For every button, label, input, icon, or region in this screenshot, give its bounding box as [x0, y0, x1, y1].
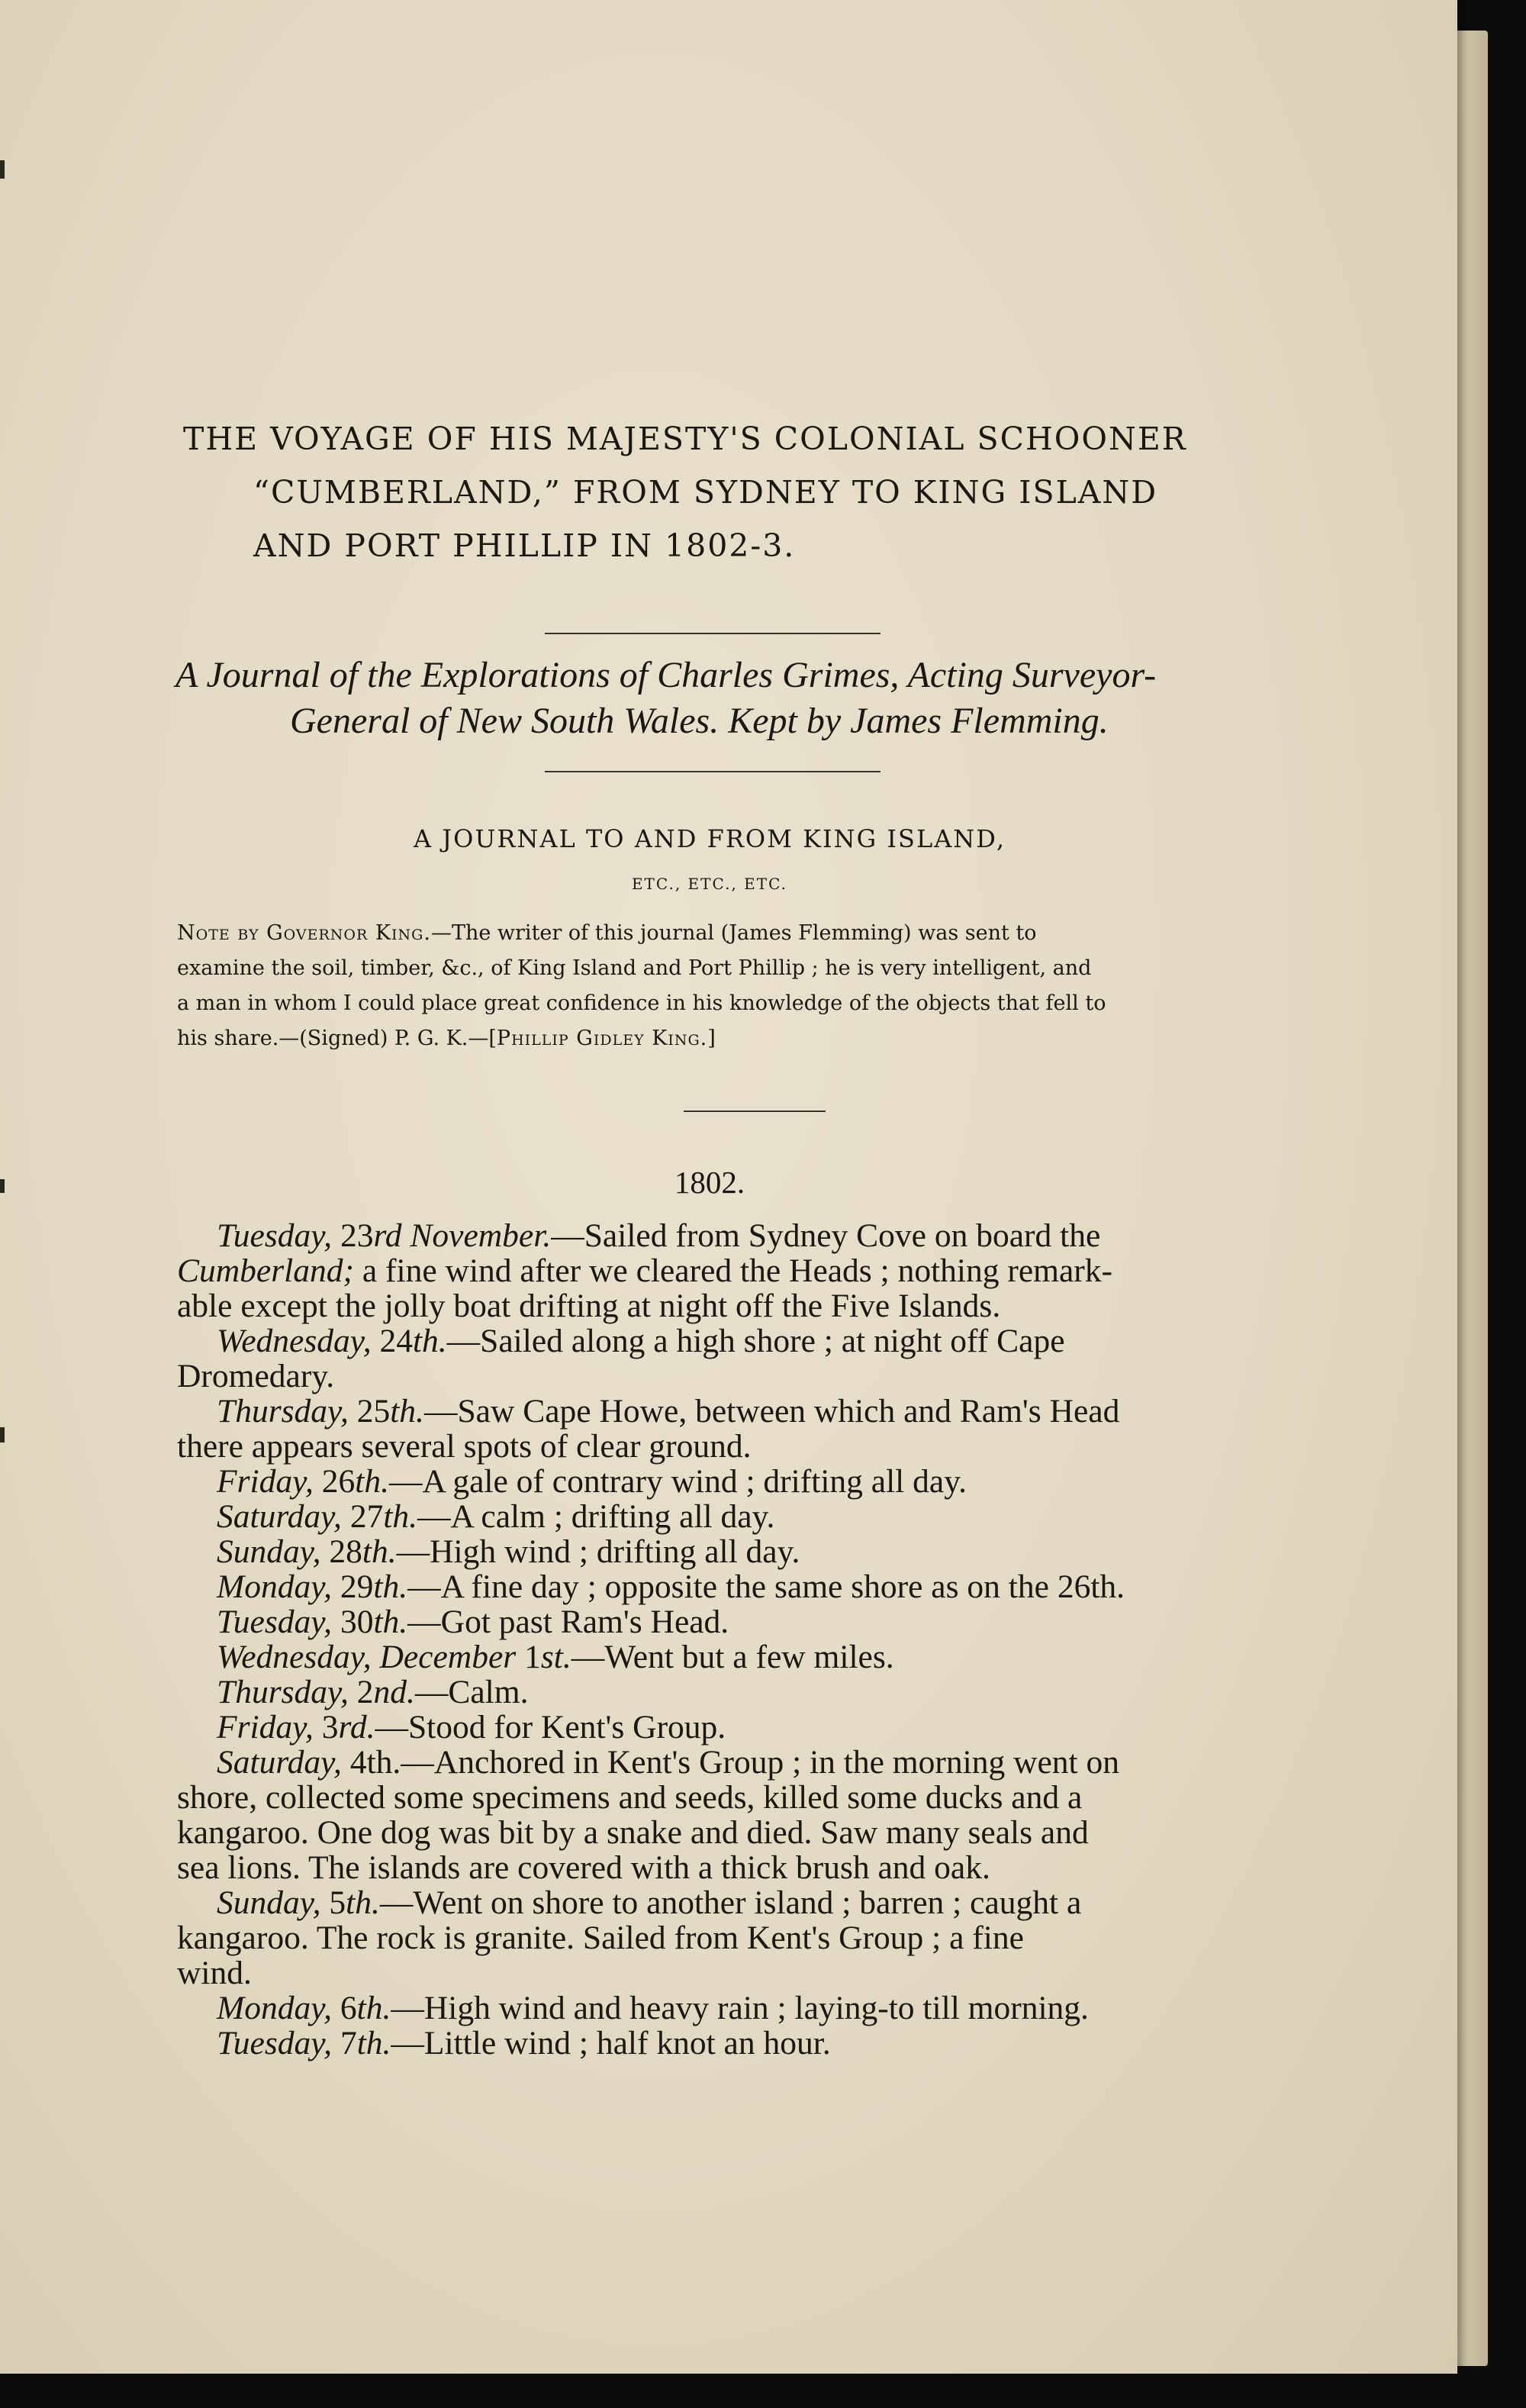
- journal-entry: [177, 1323, 1253, 1359]
- journal-entry: [177, 1710, 1253, 1745]
- title-line-2: “CUMBERLAND,” FROM SYDNEY TO KING ISLAND: [253, 474, 1158, 511]
- journal-entries: [177, 1218, 1253, 2061]
- entry-date-suffix: th.: [412, 1323, 447, 1359]
- journal-entry: [177, 1604, 1253, 1639]
- entry-day: Tuesday,: [217, 1217, 333, 1254]
- entry-day: Sunday,: [217, 1884, 321, 1921]
- entry-date-suffix: th.: [356, 2025, 391, 2061]
- note-text: ]: [707, 1027, 716, 1050]
- entry-date-suffix: th.: [373, 1604, 408, 1640]
- entry-date: 27: [349, 1498, 384, 1535]
- entry-date-suffix: th.: [346, 1884, 380, 1921]
- entry-date: 24: [379, 1323, 413, 1359]
- entry-date: 3: [321, 1709, 339, 1746]
- entry-day: Tuesday,: [217, 1604, 333, 1640]
- divider-rule: [545, 771, 881, 772]
- journal-entry: [177, 1464, 1253, 1499]
- journal-entry: [177, 1991, 1253, 2026]
- entry-text: there appears several spots of clear ground.: [177, 1428, 752, 1465]
- governor-note: [177, 916, 1245, 1056]
- entry-day: Monday,: [217, 1990, 333, 2026]
- entry-date-suffix: th.: [355, 1463, 389, 1500]
- entry-day: Saturday,: [217, 1744, 342, 1781]
- title-line-1: THE VOYAGE OF HIS MAJESTY'S COLONIAL SCHOONER: [183, 421, 1187, 457]
- entry-date: 26: [321, 1463, 356, 1500]
- journal-entry: [177, 1534, 1253, 1569]
- page-edge-mark: [0, 1179, 5, 1193]
- entry-text: —High wind ; drifting all day.: [396, 1533, 800, 1570]
- note-text: his share.—(Signed) P. G. K.—[: [177, 1027, 497, 1050]
- journal-entry-continued: [177, 1253, 1253, 1288]
- entry-text: —Anchored in Kent's Group ; in the morning went on: [401, 1744, 1120, 1781]
- entry-date: 29: [340, 1568, 374, 1605]
- entry-month: December: [379, 1639, 517, 1675]
- divider-rule: [684, 1111, 826, 1112]
- entry-month: November.: [410, 1217, 552, 1254]
- note-text: examine the soil, timber, &c., of King Island and Port Phillip ; he is very intelligent, and: [177, 956, 1092, 980]
- entry-text: —A gale of contrary wind ; drifting all day.: [388, 1463, 967, 1500]
- subtitle-line-1: A Journal of the Explorations of Charles Grimes, Acting Surveyor-: [175, 655, 1157, 695]
- entry-day: Friday,: [217, 1709, 314, 1746]
- note-signatory: Phillip Gidley King.: [496, 1027, 708, 1050]
- entry-text: kangaroo. One dog was bit by a snake and died. Saw many seals and: [177, 1814, 1089, 1851]
- divider-rule: [545, 633, 881, 634]
- journal-entry: [177, 1569, 1253, 1604]
- entry-text: —A fine day ; opposite the same shore as on the 26th.: [407, 1568, 1125, 1605]
- entry-text: a fine wind after we cleared the Heads ; nothing remark-: [354, 1252, 1113, 1289]
- entry-text: wind.: [177, 1955, 252, 1991]
- entry-text: —Sailed from Sydney Cove on board the: [551, 1217, 1101, 1254]
- entry-date: 1: [524, 1639, 541, 1675]
- journal-heading: A JOURNAL TO AND FROM KING ISLAND,: [414, 824, 1006, 853]
- entry-date: 23: [340, 1217, 374, 1254]
- entry-date-suffix: rd.: [338, 1709, 375, 1746]
- page-edge-mark: [0, 1427, 5, 1443]
- entry-text: —Sailed along a high shore ; at night off Cape: [446, 1323, 1065, 1359]
- article-title: [183, 412, 1251, 572]
- entry-date-suffix: th.: [356, 1990, 391, 2026]
- entry-text: —Little wind ; half knot an hour.: [391, 2025, 831, 2061]
- article-subtitle: [175, 653, 1259, 744]
- year-heading: 1802.: [674, 1165, 745, 1200]
- entry-text: —Went but a few miles.: [571, 1639, 894, 1675]
- entry-date: 2: [356, 1674, 374, 1710]
- entry-date-suffix: rd: [373, 1217, 402, 1254]
- ship-name: Cumberland;: [177, 1252, 354, 1289]
- entry-date: 30: [340, 1604, 374, 1640]
- note-text: —The writer of this journal (James Flemming) was sent to: [430, 921, 1037, 945]
- entry-day: Wednesday,: [217, 1323, 372, 1359]
- entry-date-suffix: th.: [390, 1393, 424, 1430]
- entry-text: —High wind and heavy rain ; laying-to till morning.: [391, 1990, 1089, 2026]
- entry-day: Friday,: [217, 1463, 314, 1500]
- page-edge-mark: [0, 160, 5, 179]
- entry-day: Tuesday,: [217, 2025, 333, 2061]
- entry-day: Thursday,: [217, 1674, 349, 1710]
- entry-date: 7: [340, 2025, 357, 2061]
- journal-entry: [177, 1675, 1253, 1710]
- note-label: Note by Governor King.: [177, 921, 431, 945]
- journal-heading-etc: ETC., ETC., ETC.: [631, 875, 788, 893]
- entry-text: kangaroo. The rock is granite. Sailed from Kent's Group ; a fine: [177, 1920, 1024, 1956]
- entry-date-suffix: th.: [383, 1498, 418, 1535]
- entry-text: able except the jolly boat drifting at night off the Five Islands.: [177, 1288, 1001, 1324]
- entry-text: —Calm.: [414, 1674, 529, 1710]
- journal-entry: [177, 1218, 1253, 1253]
- journal-entry: [177, 2026, 1253, 2061]
- entry-date-suffix: nd.: [373, 1674, 415, 1710]
- journal-entry: [177, 1499, 1253, 1534]
- entry-date: 6: [340, 1990, 357, 2026]
- journal-entry: [177, 1745, 1253, 1780]
- entry-day: Sunday,: [217, 1533, 321, 1570]
- subtitle-line-2: General of New South Wales. Kept by James Flemming.: [290, 701, 1109, 741]
- entry-date: 25: [356, 1393, 391, 1430]
- entry-text: —Stood for Kent's Group.: [375, 1709, 726, 1746]
- entry-date: 4th.: [349, 1744, 401, 1781]
- entry-text: Dromedary.: [177, 1358, 335, 1394]
- entry-day: Saturday,: [217, 1498, 342, 1535]
- entry-text: —Went on shore to another island ; barren ; caught a: [379, 1884, 1082, 1921]
- journal-entry: [177, 1639, 1253, 1675]
- entry-text: —Got past Ram's Head.: [407, 1604, 729, 1640]
- journal-entry: [177, 1885, 1253, 1920]
- entry-text: —A calm ; drifting all day.: [417, 1498, 775, 1535]
- entry-date: 5: [329, 1884, 346, 1921]
- entry-date-suffix: th.: [373, 1568, 408, 1605]
- entry-text: sea lions. The islands are covered with a thick brush and oak.: [177, 1849, 990, 1886]
- entry-day: Monday,: [217, 1568, 333, 1605]
- entry-date: 28: [329, 1533, 362, 1570]
- entry-day: Thursday,: [217, 1393, 349, 1430]
- entry-date-suffix: th.: [362, 1533, 397, 1570]
- journal-entry: [177, 1394, 1253, 1429]
- entry-date-suffix: st.: [540, 1639, 571, 1675]
- title-line-3: AND PORT PHILLIP IN 1802-3.: [253, 527, 796, 564]
- entry-text: —Saw Cape Howe, between which and Ram's Head: [423, 1393, 1120, 1430]
- entry-day: Wednesday,: [217, 1639, 372, 1675]
- note-text: a man in whom I could place great confidence in his knowledge of the objects that fell to: [177, 991, 1106, 1015]
- entry-text: shore, collected some specimens and seeds, killed some ducks and a: [177, 1779, 1083, 1816]
